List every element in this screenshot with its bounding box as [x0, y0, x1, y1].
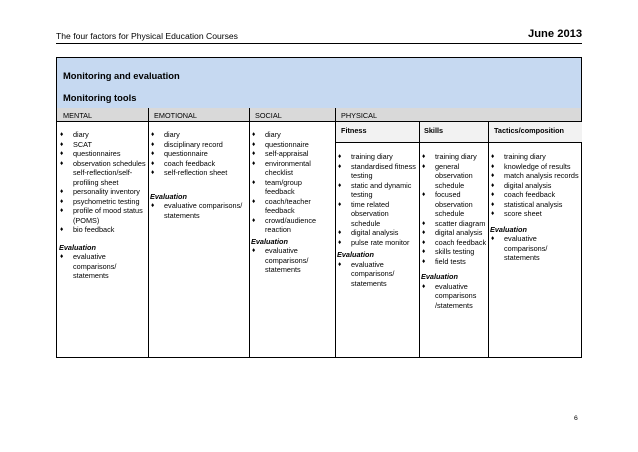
list-item: ♦ training diary	[421, 152, 487, 162]
list-item: ♦ bio feedback	[59, 225, 147, 235]
skills-column	[421, 152, 487, 310]
list-item: ♦ SCAT	[59, 140, 147, 150]
list-item: ♦ questionnaire	[251, 140, 333, 150]
list-item: ♦ evaluative comparisons/ statements	[150, 201, 247, 220]
list-item: ♦ focused observation schedule	[421, 190, 487, 219]
band-subtitle: Monitoring tools	[63, 92, 137, 103]
list-item: ♦ scatter diagram	[421, 219, 487, 229]
document-title: The four factors for Physical Education Courses	[56, 31, 238, 41]
list-item: ♦ evaluative comparisons/ statements	[59, 252, 147, 281]
list-item: ♦ training diary	[490, 152, 580, 162]
list-item: ♦ evaluative comparisons/ statements	[251, 246, 333, 275]
list-item: ♦ personality inventory	[59, 187, 147, 197]
list-item: ♦ self-reflection sheet	[150, 168, 247, 178]
subheader-divider	[335, 142, 582, 143]
list-item: ♦ diary	[59, 130, 147, 140]
column-divider	[419, 122, 420, 357]
evaluation-heading: Evaluation	[59, 242, 96, 252]
list-item: ♦ pulse rate monitor	[337, 238, 417, 248]
subheader-skills: Skills	[424, 126, 444, 135]
list-item: ♦ digital analysis	[337, 228, 417, 238]
column-header-mental: MENTAL	[63, 111, 93, 120]
column-divider	[488, 122, 489, 357]
monitoring-table	[56, 57, 582, 358]
evaluation-heading: Evaluation	[150, 191, 187, 201]
list-item: ♦ environmental checklist	[251, 159, 333, 178]
list-item: ♦ coach/teacher feedback	[251, 197, 333, 216]
list-item: ♦ profile of mood status (POMS)	[59, 206, 147, 225]
list-item: ♦ evaluative comparisons /statements	[421, 282, 487, 311]
list-item: ♦ self-appraisal	[251, 149, 333, 159]
column-divider	[335, 108, 336, 357]
list-item: ♦ disciplinary record	[150, 140, 247, 150]
list-item: ♦ questionnaire	[150, 149, 247, 159]
list-item: ♦ evaluative comparisons/ statements	[490, 234, 580, 263]
list-item: ♦ score sheet	[490, 209, 580, 219]
list-item: ♦ training diary	[337, 152, 417, 162]
page-number: 6	[574, 415, 578, 422]
tactics-column	[490, 152, 580, 263]
list-item: ♦ knowledge of results	[490, 162, 580, 172]
list-item: ♦ team/group feedback	[251, 178, 333, 197]
evaluation-heading: Evaluation	[421, 272, 458, 281]
band-title: Monitoring and evaluation	[63, 70, 180, 81]
document-date: June 2013	[528, 28, 583, 40]
list-item: ♦ diary	[251, 130, 333, 140]
column-header-physical: PHYSICAL	[341, 111, 378, 120]
list-item: ♦ coach feedback	[150, 159, 247, 169]
list-item: ♦ questionnaires	[59, 149, 147, 159]
column-divider	[249, 108, 250, 357]
list-item: ♦ observation schedules self-reflection/self-profiling sheet	[59, 159, 147, 188]
column-divider	[148, 108, 149, 357]
evaluation-heading: Evaluation	[337, 250, 374, 259]
list-item: ♦ coach feedback	[421, 238, 487, 248]
list-item: ♦ digital analysis	[421, 228, 487, 238]
list-item: ♦ evaluative comparisons/ statements	[337, 260, 417, 289]
list-item: ♦ standardised fitness testing	[337, 162, 417, 181]
list-item: ♦ field tests	[421, 257, 487, 267]
emotional-column	[150, 130, 247, 220]
list-item: ♦ general observation schedule	[421, 162, 487, 191]
physical-subheader-row	[336, 122, 582, 142]
column-header-social: SOCIAL	[255, 111, 282, 120]
table-band	[57, 58, 581, 109]
list-item: ♦ match analysis records	[490, 171, 580, 181]
list-item: ♦ diary	[150, 130, 247, 140]
list-item: ♦ crowd/audience reaction	[251, 216, 333, 235]
header-divider	[56, 43, 582, 44]
subheader-tactics: Tactics/composition	[494, 126, 565, 135]
mental-column	[59, 130, 147, 281]
subheader-fitness: Fitness	[341, 126, 367, 135]
fitness-column	[337, 152, 417, 288]
list-item: ♦ statistical analysis	[490, 200, 580, 210]
list-item: ♦ psychometric testing	[59, 197, 147, 207]
evaluation-heading: Evaluation	[490, 224, 527, 234]
list-item: ♦ skills testing	[421, 247, 487, 257]
list-item: ♦ time related observation schedule	[337, 200, 417, 229]
list-item: ♦ static and dynamic testing	[337, 181, 417, 200]
column-header-emotional: EMOTIONAL	[154, 111, 197, 120]
social-column	[251, 130, 333, 275]
column-header-row	[57, 108, 581, 122]
evaluation-heading: Evaluation	[251, 236, 288, 246]
list-item: ♦ coach feedback	[490, 190, 580, 200]
list-item: ♦ digital analysis	[490, 181, 580, 191]
